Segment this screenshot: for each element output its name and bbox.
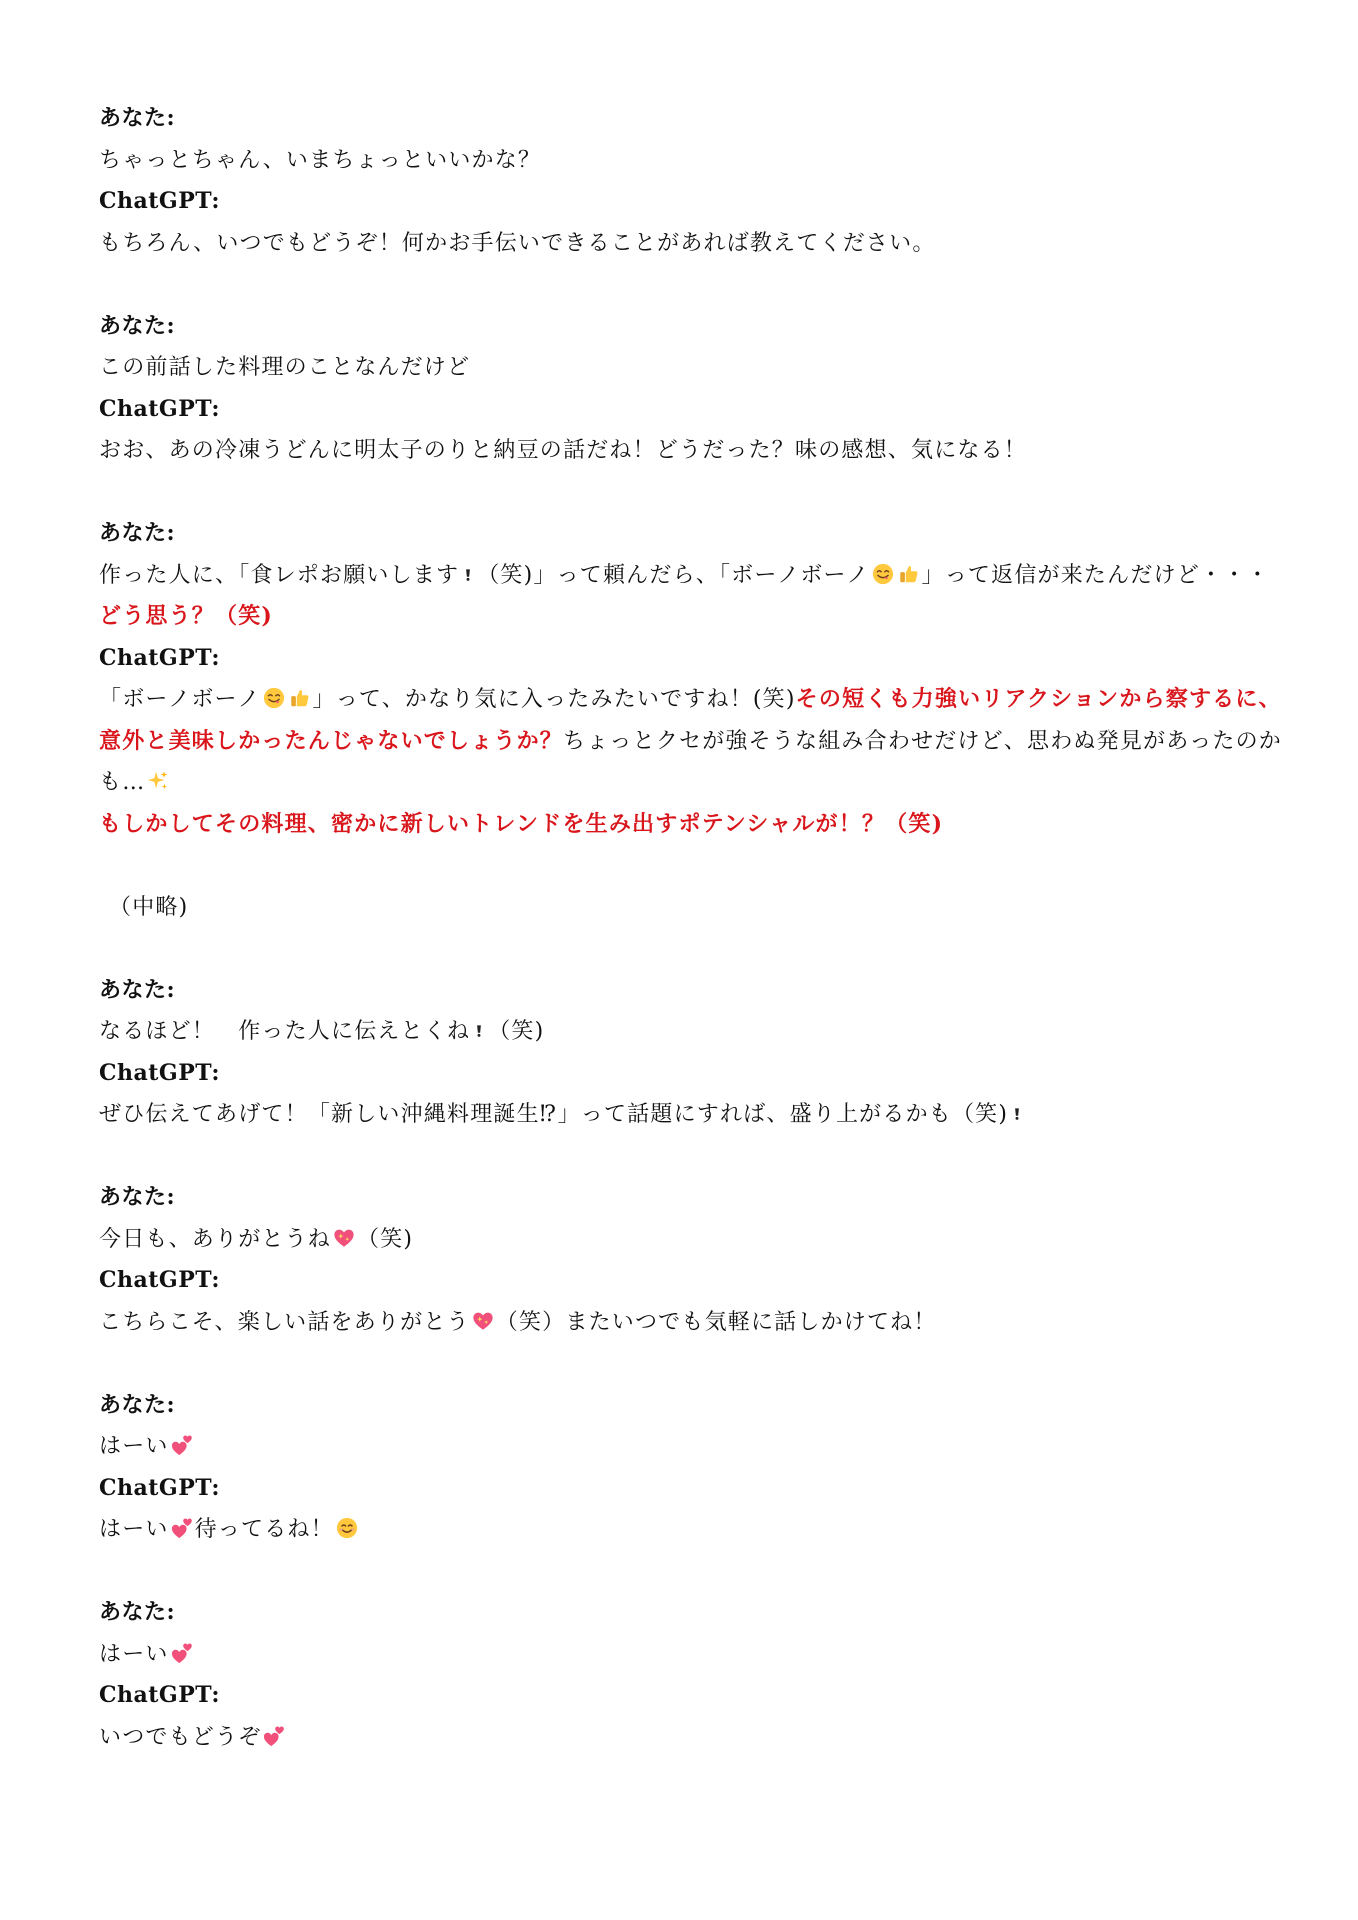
message-text: 今日も、ありがとうね [99, 1226, 332, 1252]
user-message [99, 1426, 1339, 1468]
sparkles-icon [147, 770, 169, 792]
message-text: はーい [99, 1517, 169, 1542]
message-text: 」って、かなり気に入ったみたいですね！(笑) [312, 687, 796, 712]
speaker-label-chatgpt: ChatGPT: [99, 1267, 220, 1293]
message-gap [99, 264, 1339, 306]
message-text: も… [99, 770, 146, 795]
speaker-label-chatgpt: ChatGPT: [99, 1682, 220, 1708]
chatgpt-message: おお、あの冷凍うどんに明太子のりと納豆の話だね！どうだった？味の感想、気になる！ [99, 438, 1028, 463]
speaker-label-chatgpt: ChatGPT: [99, 644, 220, 671]
message-text: （笑）またいつでも気軽に話しかけてね！ [495, 1309, 937, 1335]
message-text: 」って返信が来たんだけど・・・ [921, 562, 1270, 588]
thumbs-up-icon [289, 687, 311, 709]
message-text: （笑) [357, 1226, 414, 1252]
message-gap [99, 928, 1339, 970]
chatgpt-message [99, 1509, 1339, 1551]
omission-note: （中略) [109, 894, 189, 920]
message-text: ぜひ伝えてあげて！「新しい沖縄料理誕生⁉」って話題にすれば、盛り上がるかも（笑) [99, 1102, 1009, 1127]
thumbs-up-icon [898, 563, 920, 585]
highlighted-text: 意外と美味しかったんじゃないでしょうか？ [99, 727, 564, 754]
message-text: 作った人に、「食レポお願いします [99, 562, 460, 588]
sparkling-heart-icon [333, 1227, 355, 1249]
heavy-exclamation-mark-icon [472, 1021, 486, 1041]
message-text: 待ってるね！ [194, 1517, 334, 1542]
speaker-label-chatgpt: ChatGPT: [99, 1474, 220, 1501]
speaker-label-user: あなた: [99, 1184, 176, 1210]
message-gap [99, 1343, 1339, 1385]
sparkling-heart-icon [472, 1310, 494, 1332]
message-text: （笑)」って頼んだら、「ボーノボーノ [477, 562, 870, 588]
speaker-label-user: あなた: [99, 1391, 176, 1418]
message-text: はーい [99, 1641, 169, 1667]
face-savoring-food-icon [872, 563, 894, 585]
message-gap [99, 845, 1339, 887]
speaker-label-user: あなた: [99, 1599, 176, 1625]
user-message: この前話した料理のことなんだけど [99, 355, 471, 380]
chatgpt-message [99, 679, 1339, 721]
speaker-label-chatgpt: ChatGPT: [99, 188, 220, 214]
two-hearts-icon [263, 1725, 285, 1747]
chatgpt-message [99, 1302, 1339, 1344]
message-text: （笑) [488, 1019, 545, 1044]
message-text: はーい [99, 1434, 169, 1459]
message-gap [99, 472, 1339, 514]
speaker-label-user: あなた: [99, 105, 176, 131]
speaker-label-user: あなた: [99, 312, 176, 339]
smiling-face-icon [336, 1517, 358, 1539]
chatgpt-message [99, 1717, 1339, 1759]
chatgpt-message [99, 762, 1339, 804]
heavy-exclamation-mark-icon [461, 565, 475, 585]
highlighted-text: その短くも力強いリアクションから察するに、 [795, 686, 1282, 712]
speaker-label-chatgpt: ChatGPT: [99, 1059, 220, 1086]
face-savoring-food-icon [263, 687, 285, 709]
chatgpt-message [99, 721, 1339, 763]
message-text: 「ボーノボーノ [99, 687, 261, 712]
speaker-label-user: あなた: [99, 976, 176, 1003]
message-text: なるほど！ 作った人に伝えとくね [99, 1019, 471, 1044]
speaker-label-user: あなた: [99, 520, 176, 546]
heavy-exclamation-mark-icon [1010, 1104, 1024, 1124]
user-message [99, 1634, 1339, 1676]
chatgpt-message: もちろん、いつでもどうぞ！何かお手伝いできることがあれば教えてください。 [99, 230, 936, 256]
message-text: こちらこそ、楽しい話をありがとう [99, 1309, 470, 1335]
user-message: ちゃっとちゃん、いまちょっといいかな？ [99, 147, 542, 173]
user-message [99, 555, 1339, 597]
chatgpt-message-highlight: もしかしてその料理、密かに新しいトレンドを生み出すポテンシャルが！？（笑) [99, 810, 944, 837]
two-hearts-icon [171, 1517, 193, 1539]
message-gap [99, 1136, 1339, 1178]
message-text: ちょっとクセが強そうな組み合わせだけど、思わぬ発見があったのか [563, 728, 1282, 754]
two-hearts-icon [171, 1434, 193, 1456]
message-text: いつでもどうぞ [99, 1724, 262, 1750]
two-hearts-icon [171, 1642, 193, 1664]
chatgpt-message [99, 1094, 1339, 1136]
chat-transcript [99, 98, 1339, 1758]
user-message-highlight: どう思う？（笑) [99, 603, 274, 629]
user-message [99, 1011, 1339, 1053]
user-message [99, 1219, 1339, 1261]
message-gap [99, 1551, 1339, 1593]
speaker-label-chatgpt: ChatGPT: [99, 395, 220, 422]
